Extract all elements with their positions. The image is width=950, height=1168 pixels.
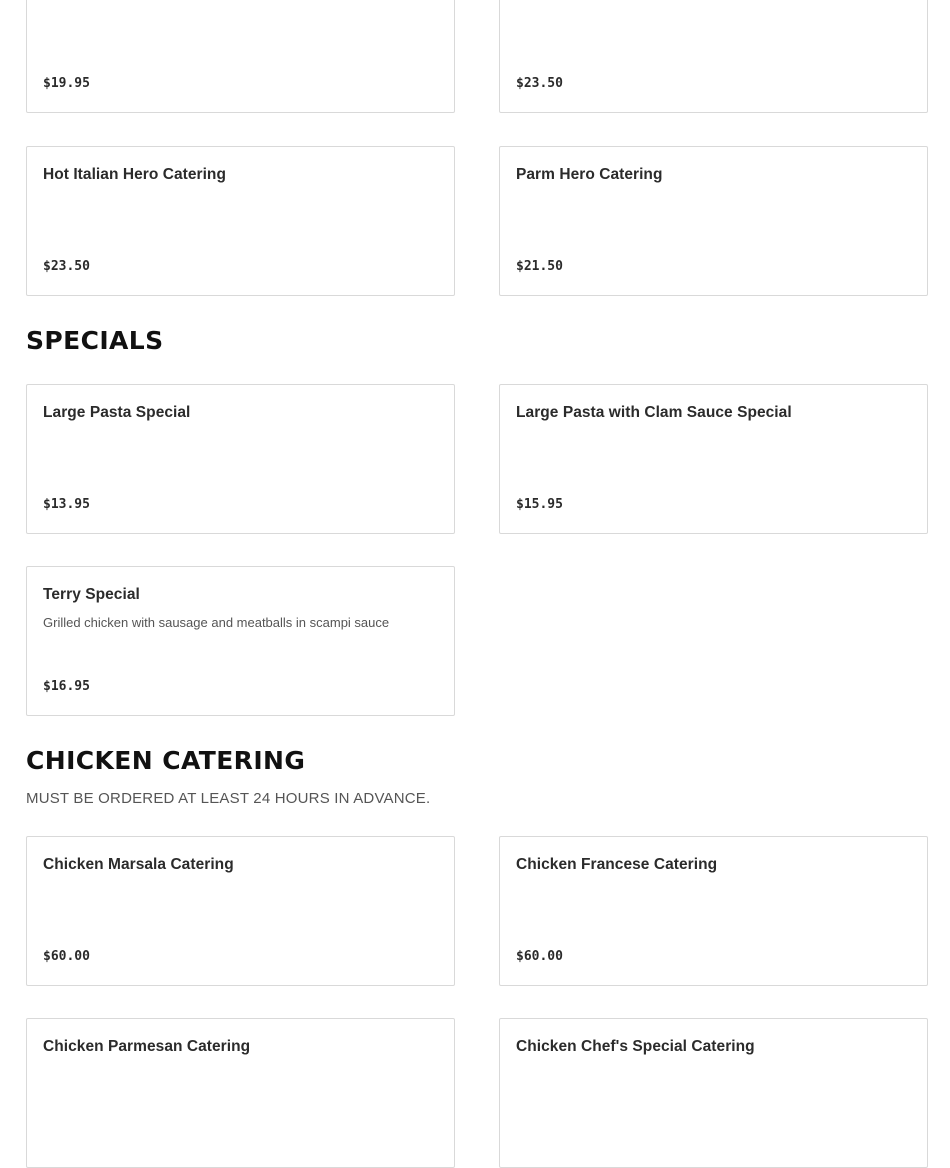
- menu-item-price: $15.95: [516, 497, 563, 512]
- menu-item-price: $60.00: [43, 949, 90, 964]
- menu-item-name: Parm Hero Catering: [516, 166, 663, 183]
- menu-item-name: Large Pasta Special: [43, 404, 191, 421]
- menu-item-name: Hot Italian Hero Catering: [43, 166, 226, 183]
- menu-item-card[interactable]: [499, 836, 928, 986]
- menu-item-price: $16.95: [43, 679, 90, 694]
- menu-item-card[interactable]: [26, 566, 455, 716]
- menu-item-card[interactable]: [26, 0, 455, 113]
- menu-item-card[interactable]: [499, 384, 928, 534]
- section-title-chicken-catering: CHICKEN CATERING: [26, 746, 306, 775]
- menu-item-price: $19.95: [43, 76, 90, 91]
- menu-item-card[interactable]: [499, 0, 928, 113]
- menu-item-card[interactable]: [26, 146, 455, 296]
- menu-item-price: $60.00: [516, 949, 563, 964]
- menu-item-name: [43, 0, 213, 1]
- menu-item-name: Chicken Francese Catering: [516, 856, 718, 873]
- menu-item-price: $21.50: [516, 259, 563, 274]
- menu-item-price: $13.95: [43, 497, 90, 512]
- section-title-specials: SPECIALS: [26, 326, 164, 355]
- menu-item-price: $23.50: [516, 76, 563, 91]
- section-note: MUST BE ORDERED AT LEAST 24 HOURS IN ADVANCE.: [26, 790, 431, 807]
- menu-item-name: Chicken Parmesan Catering: [43, 1038, 251, 1055]
- menu-item-name: Large Pasta with Clam Sauce Special: [516, 404, 792, 421]
- menu-item-card[interactable]: [26, 384, 455, 534]
- menu-item-name: Terry Special: [43, 586, 140, 603]
- menu-item-card[interactable]: [26, 836, 455, 986]
- menu-item-name: Chicken Chef's Special Catering: [516, 1038, 755, 1055]
- menu-item-description: Grilled chicken with sausage and meatballs in scampi sauce: [43, 615, 390, 630]
- menu-item-card[interactable]: [499, 1018, 928, 1168]
- menu-item-name: [516, 0, 690, 1]
- menu-item-card[interactable]: [499, 146, 928, 296]
- menu-item-card[interactable]: [26, 1018, 455, 1168]
- menu-item-name: Chicken Marsala Catering: [43, 856, 234, 873]
- menu-item-price: $23.50: [43, 259, 90, 274]
